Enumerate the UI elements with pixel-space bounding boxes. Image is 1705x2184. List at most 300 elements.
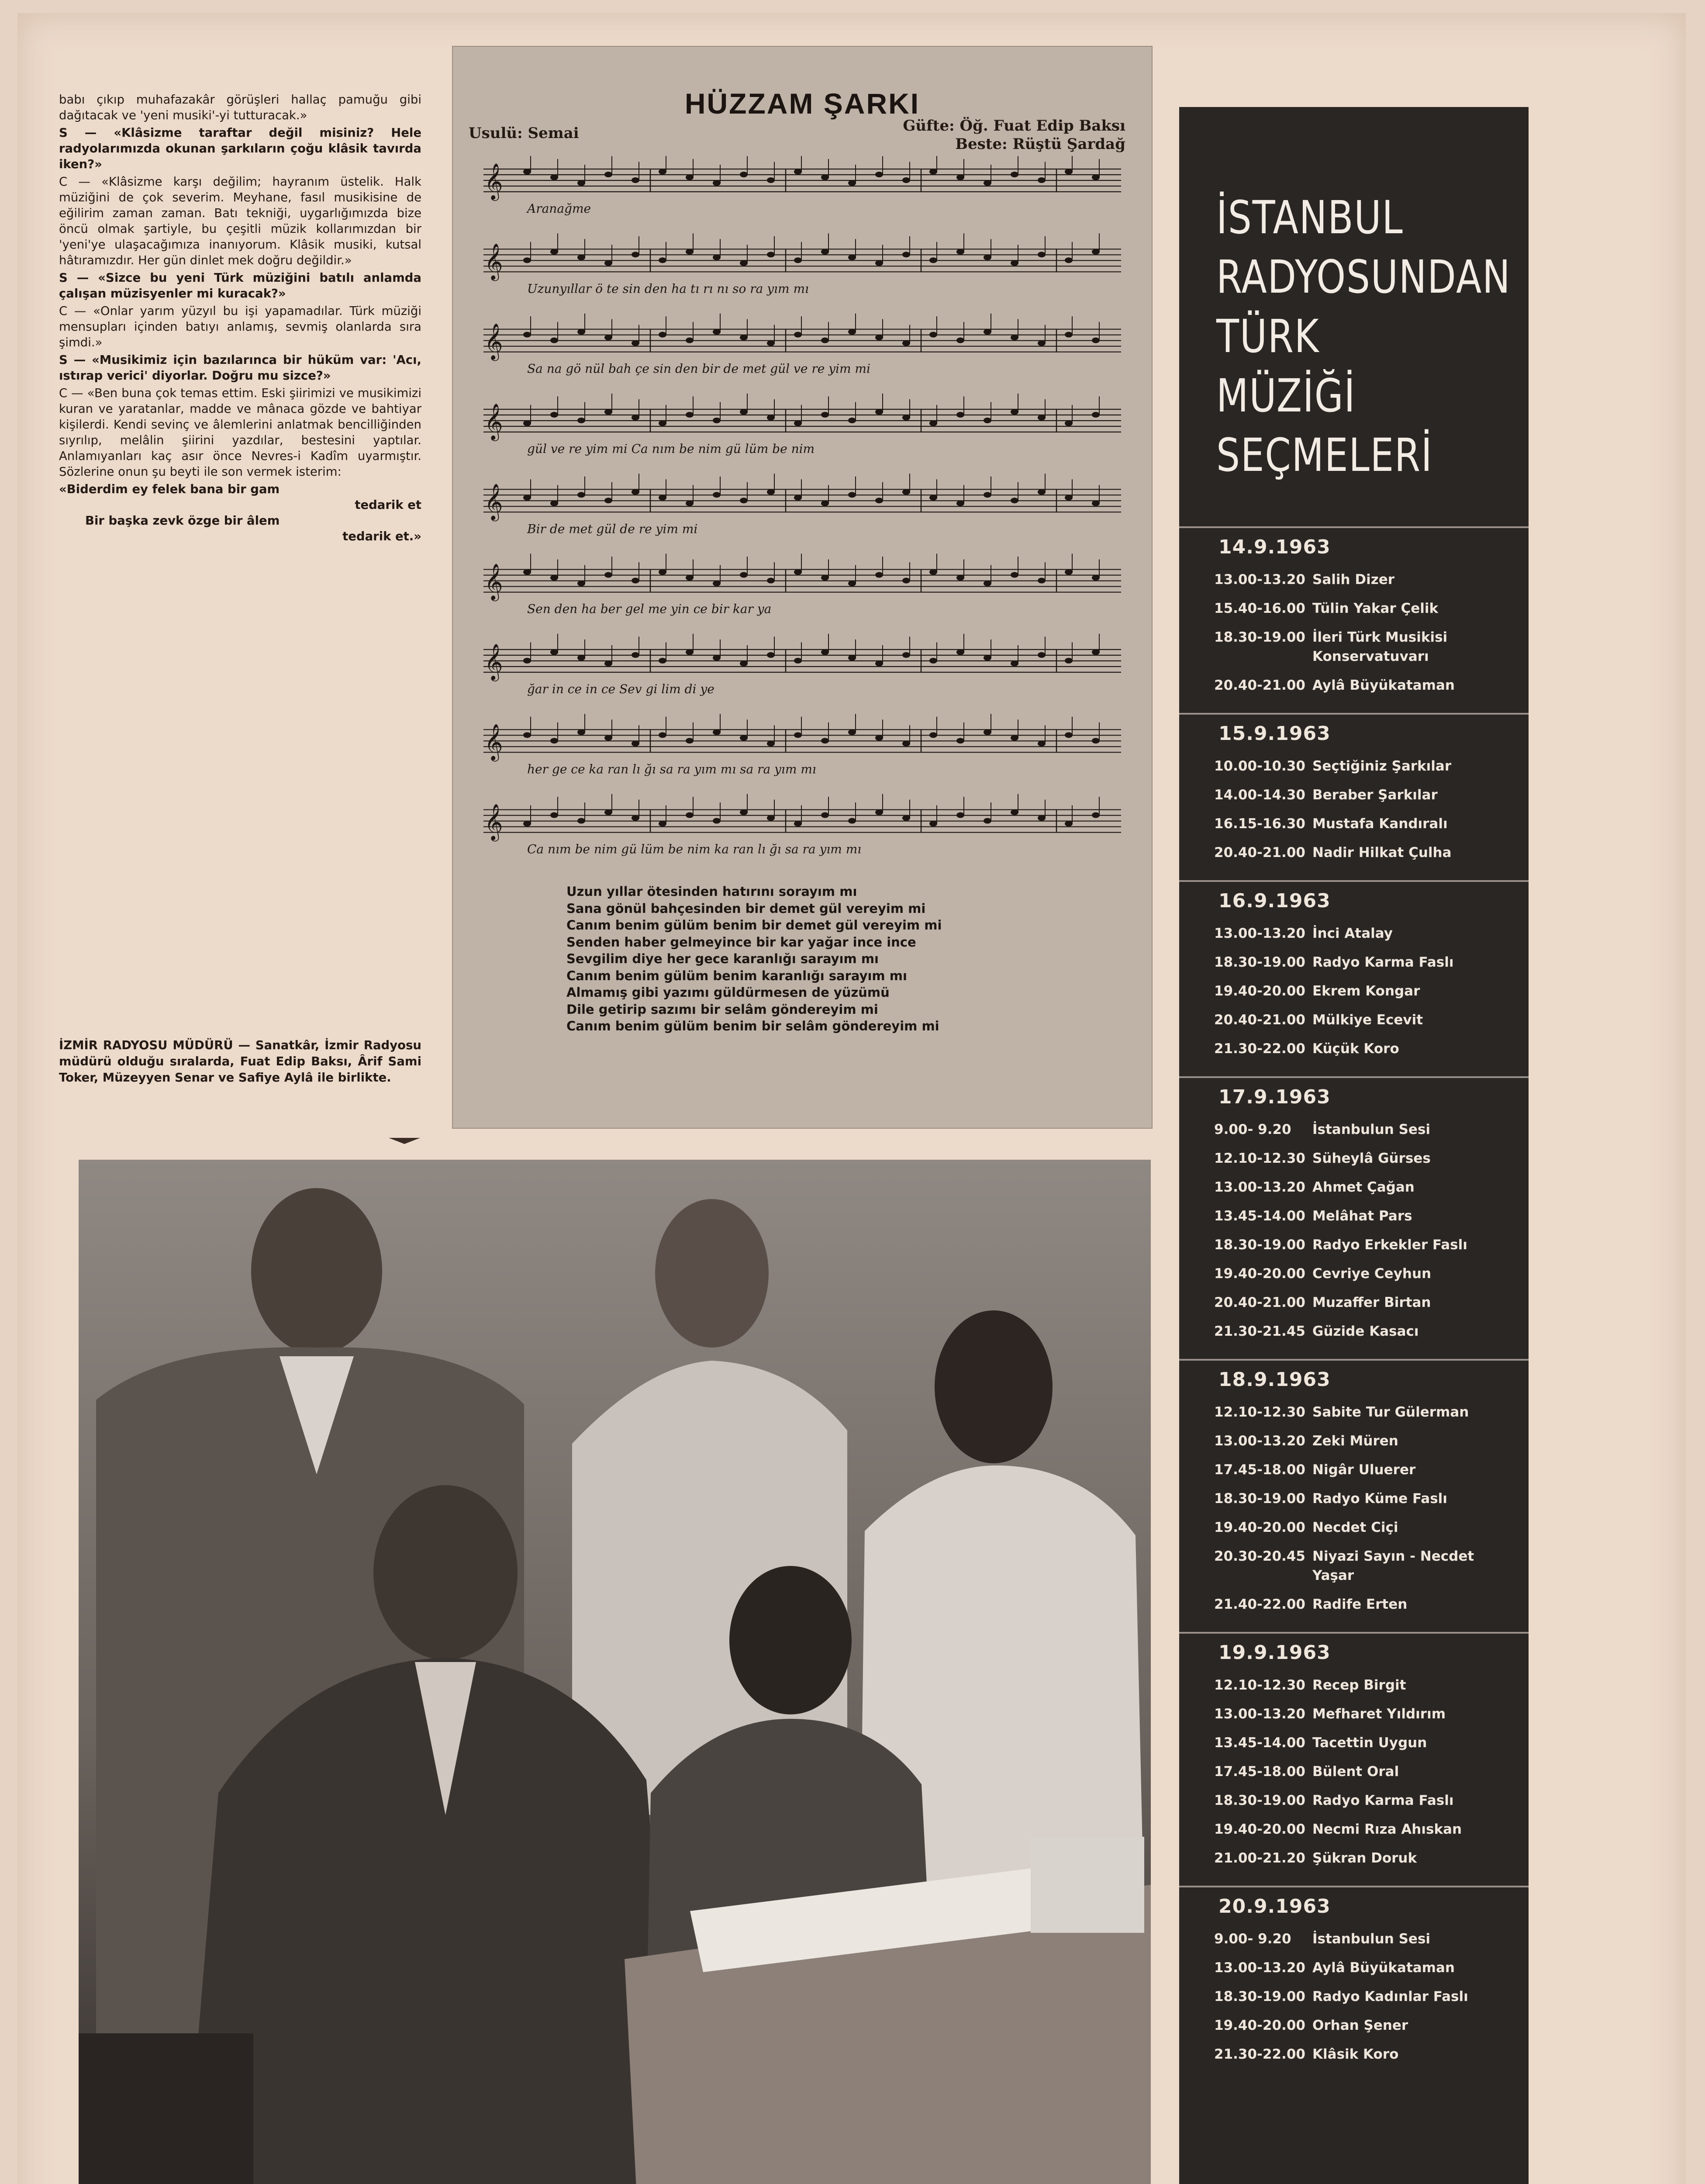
treble-clef-icon: 𝄞 (484, 483, 503, 520)
note-head (632, 578, 639, 584)
note-head (550, 412, 558, 418)
program-time: 13.45-14.00 (1214, 1735, 1305, 1751)
note-head (686, 501, 694, 506)
schedule-row (1179, 1671, 1529, 1700)
treble-clef-icon: 𝄞 (484, 803, 503, 840)
note-head (848, 729, 856, 735)
lyric-line: Sevgilim diye her gece karanlığı sarayım mı (566, 951, 879, 966)
verse-line: Bir başka zevk özge bir âlem (85, 514, 280, 528)
note-head (604, 498, 612, 503)
program-name: Mustafa Kandıralı (1312, 816, 1448, 832)
credits (903, 117, 1125, 153)
note-head (713, 418, 721, 423)
schedule-day (1179, 713, 1529, 867)
lyric-line: Canım benim gülüm benim karanlığı sarayım mı (566, 968, 907, 983)
note-head (1065, 495, 1073, 501)
treble-clef-icon: 𝄞 (484, 162, 503, 199)
note-head (1011, 809, 1018, 815)
note-head (1092, 412, 1100, 418)
verse-line: tedarik et.» (342, 529, 421, 543)
lyric-line: Dile getirip sazımı bir selâm göndereyim mi (566, 1002, 878, 1017)
program-name: Seçtiğiniz Şarkılar (1312, 758, 1452, 774)
note-head (577, 492, 585, 498)
note-head (902, 489, 910, 495)
note-head (1065, 732, 1073, 738)
note-head (956, 175, 964, 180)
day-date: 16.9.1963 (1218, 890, 1331, 912)
note-head (848, 180, 856, 186)
group-photo (79, 1160, 1151, 2184)
note-head (821, 175, 829, 180)
note-head (686, 575, 694, 581)
note-head (875, 809, 883, 815)
day-date: 19.9.1963 (1218, 1641, 1331, 1664)
note-head (713, 255, 721, 260)
note-head (577, 418, 585, 423)
note-head (929, 569, 937, 575)
note-head (550, 575, 558, 581)
note-head (604, 335, 612, 340)
note-head (740, 735, 748, 741)
treble-clef-icon: 𝄞 (484, 643, 503, 680)
schedule-row (1179, 671, 1529, 700)
note-head (686, 249, 694, 255)
program-time: 10.00-10.30 (1214, 758, 1305, 774)
program-name: Aylâ Büyükataman (1312, 1960, 1455, 1976)
schedule-row (1179, 1202, 1529, 1230)
note-head (1092, 575, 1100, 581)
schedule-row (1179, 1786, 1529, 1815)
program-name: Muzaffer Birtan (1312, 1295, 1431, 1310)
note-head (956, 338, 964, 343)
program-name: Recep Birgit (1312, 1677, 1406, 1693)
title-line: RADYOSUNDAN (1216, 250, 1511, 304)
note-head (875, 172, 883, 177)
note-head (604, 172, 612, 177)
composer: Beste: Rüştü Şardağ (955, 135, 1125, 153)
note-head (956, 738, 964, 743)
note-head (1065, 569, 1073, 575)
program-name: İleri Türk Musikisi Konservatuvarı (1312, 629, 1448, 664)
note-head (632, 177, 639, 183)
note-head (767, 252, 775, 257)
program-name: Necmi Rıza Ahıskan (1312, 1821, 1462, 1837)
note-head (659, 658, 666, 663)
note-head (821, 249, 829, 255)
note-head (929, 421, 937, 426)
schedule-list (1179, 526, 1529, 2082)
note-head (821, 412, 829, 418)
note-head (848, 492, 856, 498)
note-head (1065, 658, 1073, 663)
song-lyrics (566, 883, 1091, 1035)
note-head (686, 338, 694, 343)
program-name: Bülent Oral (1312, 1764, 1399, 1780)
note-head (767, 177, 775, 183)
note-head (740, 572, 748, 578)
caption-arrow-icon (389, 1138, 420, 1144)
program-name: Güzide Kasacı (1312, 1324, 1419, 1339)
schedule-day (1179, 526, 1529, 700)
note-head (984, 655, 991, 661)
staff-lyric: gül ve re yim mi Ca nım be nim gü lüm be nim (527, 442, 815, 456)
program-time: 21.00-21.20 (1214, 1850, 1305, 1866)
note-head (523, 169, 531, 175)
program-time: 21.30-21.45 (1214, 1324, 1305, 1339)
schedule-title (1216, 188, 1511, 485)
note-head (902, 652, 910, 658)
note-head (902, 252, 910, 257)
note-head (713, 729, 721, 735)
day-date: 15.9.1963 (1218, 722, 1331, 745)
note-head (794, 658, 802, 663)
note-head (686, 738, 694, 743)
program-name: Tülin Yakar Çelik (1312, 601, 1439, 616)
note-head (1065, 421, 1073, 426)
interview-paragraph: babı çıkıp muhafazakâr görüşleri hallaç pamuğu gibi dağıtacak ve 'yeni musiki'-yi tutturacak.» (59, 93, 421, 122)
program-time: 13.00-13.20 (1214, 926, 1305, 941)
program-time: 20.40-21.00 (1214, 845, 1305, 860)
program-time: 20.40-21.00 (1214, 1012, 1305, 1028)
schedule-row (1179, 1173, 1529, 1202)
sheet-music (452, 46, 1153, 1129)
note-head (713, 581, 721, 586)
interview-question: S — «Sizce bu yeni Türk müziğini batılı anlamda çalışan müzisyenler mi kuracak?» (59, 271, 421, 301)
note-head (956, 650, 964, 655)
day-date: 17.9.1963 (1218, 1086, 1331, 1108)
program-time: 17.45-18.00 (1214, 1462, 1305, 1478)
note-head (1038, 652, 1046, 658)
schedule-row (1179, 1757, 1529, 1786)
schedule-row (1179, 1455, 1529, 1484)
note-head (767, 815, 775, 821)
note-head (550, 812, 558, 818)
note-head (848, 581, 856, 586)
schedule-row (1179, 948, 1529, 977)
note-head (848, 329, 856, 335)
note-head (767, 489, 775, 495)
note-head (713, 492, 721, 498)
program-time: 18.30-19.00 (1214, 1491, 1305, 1507)
lyricist: Güfte: Öğ. Fuat Edip Baksı (903, 117, 1125, 135)
interview-answer: C — «Klâsizme karşı değilim; hayranım üstelik. Halk müziğini de çok severim. Meyhane, fasıl musikisine de eğilirim zaman zaman. Batı tekniği, uygarlığımızda bize öncü olmak şartiyle, bu çeşitli müzik kollarımızdan bir 'yeni'ye ulaşacağımıza inanıyorum. Klâsik musiki, kutsal hâtıramızdır. Her gün dinlet mek doğru değildir.» (59, 175, 421, 267)
note-head (1092, 812, 1100, 818)
program-time: 13.00-13.20 (1214, 1960, 1305, 1976)
note-head (713, 818, 721, 824)
treble-clef-icon: 𝄞 (484, 242, 503, 280)
note-head (902, 578, 910, 584)
schedule-row (1179, 977, 1529, 1006)
note-head (1038, 177, 1046, 183)
note-head (577, 329, 585, 335)
note-head (1092, 738, 1100, 743)
note-head (523, 332, 531, 338)
program-name: Nigâr Uluerer (1312, 1462, 1416, 1478)
note-head (659, 821, 666, 826)
note-head (632, 741, 639, 746)
note-head (632, 340, 639, 346)
schedule-row (1179, 565, 1529, 594)
note-head (1011, 572, 1018, 578)
staff-lyric: ğar in ce in ce Sev gi lim di ye (527, 682, 714, 696)
schedule-day (1179, 1886, 1529, 2069)
note-head (848, 418, 856, 423)
program-time: 18.30-19.00 (1214, 1989, 1305, 2004)
note-head (1011, 735, 1018, 741)
note-head (577, 581, 585, 586)
interview-question: S — «Klâsizme taraftar değil misiniz? Hele radyolarımızda okunan şarkıların çoğu klâsik tavırda iken?» (59, 126, 421, 171)
note-head (794, 569, 802, 575)
note-head (1065, 332, 1073, 338)
note-head (550, 501, 558, 506)
note-head (550, 249, 558, 255)
note-head (821, 738, 829, 743)
note-head (956, 249, 964, 255)
program-name: İnci Atalay (1312, 926, 1393, 941)
music-staves (475, 156, 1130, 877)
program-name: Sabite Tur Gülerman (1312, 1404, 1469, 1420)
note-head (821, 575, 829, 581)
note-head (686, 650, 694, 655)
note-head (984, 418, 991, 423)
schedule-row (1179, 1317, 1529, 1346)
program-time: 21.30-22.00 (1214, 1041, 1305, 1057)
note-head (875, 572, 883, 578)
program-time: 13.00-13.20 (1214, 572, 1305, 587)
note-head (984, 818, 991, 824)
note-head (1065, 169, 1073, 175)
note-head (523, 257, 531, 263)
staff-lyric: her ge ce ka ran lı ğı sa ra yım mı sa ra yım mı (527, 762, 816, 777)
note-head (984, 581, 991, 586)
program-time: 19.40-20.00 (1214, 2018, 1305, 2033)
staff-lyric: Sa na gö nül bah çe sin den bir de met gül ve re yim mi (527, 361, 870, 376)
note-head (767, 415, 775, 421)
note-head (740, 260, 748, 266)
schedule-row (1179, 1230, 1529, 1259)
program-time: 14.00-14.30 (1214, 787, 1305, 803)
note-head (604, 572, 612, 578)
note-head (523, 658, 531, 663)
program-time: 9.00- 9.20 (1214, 1122, 1291, 1137)
note-head (659, 169, 666, 175)
program-time: 13.00-13.20 (1214, 1706, 1305, 1722)
program-time: 21.30-22.00 (1214, 2046, 1305, 2062)
lyric-line: Almamış gibi yazımı güldürmesen de yüzümü (566, 985, 890, 1000)
note-head (821, 338, 829, 343)
program-time: 18.30-19.00 (1214, 1237, 1305, 1253)
program-name: Radyo Erkekler Faslı (1312, 1237, 1467, 1253)
note-head (632, 815, 639, 821)
program-time: 20.40-21.00 (1214, 1295, 1305, 1310)
note-head (577, 655, 585, 661)
schedule-row (1179, 623, 1529, 671)
schedule-row (1179, 594, 1529, 623)
schedule-row (1179, 809, 1529, 838)
program-name: Mefharet Yıldırım (1312, 1706, 1446, 1722)
note-head (686, 412, 694, 418)
schedule-row (1179, 1590, 1529, 1619)
photo-caption: İZMİR RADYOSU MÜDÜRÜ — Sanatkâr, İzmir Radyosu müdürü olduğu sıralarda, Fuat Edip Baksı, Ârif Sami Toker, Müzeyyen Senar ve Safiye Aylâ ile birlikte. (59, 1038, 421, 1085)
song-title: HÜZZAM ŞARKI (684, 87, 920, 120)
note-head (956, 501, 964, 506)
treble-clef-icon: 𝄞 (484, 403, 503, 439)
note-head (523, 421, 531, 426)
day-date: 18.9.1963 (1218, 1368, 1331, 1391)
note-head (1011, 661, 1018, 667)
program-name: Radyo Küme Faslı (1312, 1491, 1447, 1507)
note-head (1011, 172, 1018, 177)
note-head (929, 169, 937, 175)
note-head (550, 175, 558, 180)
program-name: Süheylâ Gürses (1312, 1151, 1431, 1166)
note-head (821, 650, 829, 655)
note-head (550, 738, 558, 743)
note-head (523, 569, 531, 575)
note-head (821, 812, 829, 818)
note-head (767, 741, 775, 746)
note-head (659, 569, 666, 575)
note-head (1092, 501, 1100, 506)
note-head (713, 329, 721, 335)
usul-label: Usulü: Semai (469, 124, 579, 142)
note-head (1011, 409, 1018, 415)
program-name: Nadir Hilkat Çulha (1312, 845, 1452, 860)
note-head (875, 409, 883, 415)
schedule-row (1179, 1398, 1529, 1427)
program-time: 12.10-12.30 (1214, 1677, 1305, 1693)
program-time: 17.45-18.00 (1214, 1764, 1305, 1780)
schedule-row (1179, 1484, 1529, 1513)
note-head (929, 732, 937, 738)
program-name: Radyo Kadınlar Faslı (1312, 1989, 1468, 2004)
note-head (659, 732, 666, 738)
schedule-row (1179, 1953, 1529, 1982)
note-head (604, 260, 612, 266)
note-head (740, 809, 748, 815)
note-head (984, 729, 991, 735)
interview-answer: C — «Ben buna çok temas ettim. Eski şiirimizi ve musikimizi kuran ve yaratanlar, madde ve mânaca gözde ve bahtiyar kişilerdi. Kendi sevinç ve âlemlerini anlatmak bencilliğinden sıyrılıp, melâlin şiirini yazdılar, bestesini yaptılar. Anlamıyanları kaç asır önce Nevres-i Kadîm uyarmıştır. Sözlerine onun şu beyti ile son vermek isterim: (59, 386, 421, 479)
verse-line: tedarik et (355, 498, 421, 512)
note-head (577, 255, 585, 260)
schedule-row (1179, 1259, 1529, 1288)
note-head (794, 732, 802, 738)
staff-lyric: Uzunyıllar ö te sin den ha tı rı nı so ra yım mı (527, 281, 809, 296)
note-head (902, 415, 910, 421)
note-head (929, 658, 937, 663)
verse-line: «Biderdim ey felek bana bir gam (59, 482, 280, 496)
note-head (577, 818, 585, 824)
program-time: 18.30-19.00 (1214, 629, 1305, 645)
program-time: 20.30-20.45 (1214, 1548, 1305, 1564)
note-head (767, 578, 775, 584)
program-name: Tacettin Uygun (1312, 1735, 1427, 1751)
program-time: 15.40-16.00 (1214, 601, 1305, 616)
program-name: Ekrem Kongar (1312, 983, 1420, 999)
program-time: 16.15-16.30 (1214, 816, 1305, 832)
schedule-row (1179, 1700, 1529, 1728)
note-head (1092, 175, 1100, 180)
title-line: İSTANBUL (1216, 191, 1404, 244)
schedule-row (1179, 1542, 1529, 1590)
note-head (604, 735, 612, 741)
staff-lyric: Bir de met gül de re yim mi (527, 522, 698, 536)
program-name: Radyo Karma Faslı (1312, 1793, 1454, 1808)
note-head (1092, 338, 1100, 343)
day-date: 14.9.1963 (1218, 536, 1331, 558)
schedule-day (1179, 1359, 1529, 1619)
note-head (632, 652, 639, 658)
note-head (1011, 335, 1018, 340)
schedule-row (1179, 1815, 1529, 1844)
program-name: Radife Erten (1312, 1597, 1408, 1612)
treble-clef-icon: 𝄞 (484, 322, 503, 359)
note-head (956, 575, 964, 581)
program-time: 13.00-13.20 (1214, 1433, 1305, 1449)
note-head (604, 809, 612, 815)
program-name: Ahmet Çağan (1312, 1179, 1415, 1195)
program-name: Klâsik Koro (1312, 2046, 1399, 2062)
note-head (1092, 249, 1100, 255)
note-head (1065, 821, 1073, 826)
note-head (984, 492, 991, 498)
program-name: Necdet Ciçi (1312, 1520, 1398, 1535)
schedule-row (1179, 1982, 1529, 2011)
note-head (577, 729, 585, 735)
note-head (929, 821, 937, 826)
note-head (794, 332, 802, 338)
note-head (604, 409, 612, 415)
note-head (550, 338, 558, 343)
note-head (1011, 260, 1018, 266)
program-time: 19.40-20.00 (1214, 1266, 1305, 1282)
title-line: SEÇMELERİ (1216, 429, 1433, 482)
note-head (848, 655, 856, 661)
note-head (550, 650, 558, 655)
note-head (929, 495, 937, 501)
note-head (632, 489, 639, 495)
lyric-line: Canım benim gülüm benim bir selâm göndereyim mi (566, 1019, 939, 1033)
note-head (902, 741, 910, 746)
schedule-row (1179, 1513, 1529, 1542)
lyric-line: Uzun yıllar ötesinden hatırını sorayım mı (566, 884, 857, 899)
program-name: Mülkiye Ecevit (1312, 1012, 1423, 1028)
note-head (902, 340, 910, 346)
note-head (875, 260, 883, 266)
photo-image (79, 1160, 1151, 2184)
program-time: 13.00-13.20 (1214, 1179, 1305, 1195)
program-name: İstanbulun Sesi (1312, 1931, 1431, 1947)
note-head (740, 661, 748, 667)
schedule-row (1179, 1115, 1529, 1144)
program-name: Salih Dizer (1312, 572, 1395, 587)
radio-schedule (1179, 107, 1529, 2184)
program-name: Aylâ Büyükataman (1312, 677, 1455, 693)
program-time: 19.40-20.00 (1214, 1520, 1305, 1535)
note-head (875, 498, 883, 503)
note-head (1038, 252, 1046, 257)
schedule-row (1179, 781, 1529, 809)
program-time: 18.30-19.00 (1214, 954, 1305, 970)
interview-column (59, 92, 421, 1153)
program-time: 19.40-20.00 (1214, 983, 1305, 999)
schedule-row (1179, 919, 1529, 948)
note-head (1038, 415, 1046, 421)
note-head (659, 257, 666, 263)
note-head (984, 255, 991, 260)
program-name: Beraber Şarkılar (1312, 787, 1438, 803)
note-head (577, 180, 585, 186)
